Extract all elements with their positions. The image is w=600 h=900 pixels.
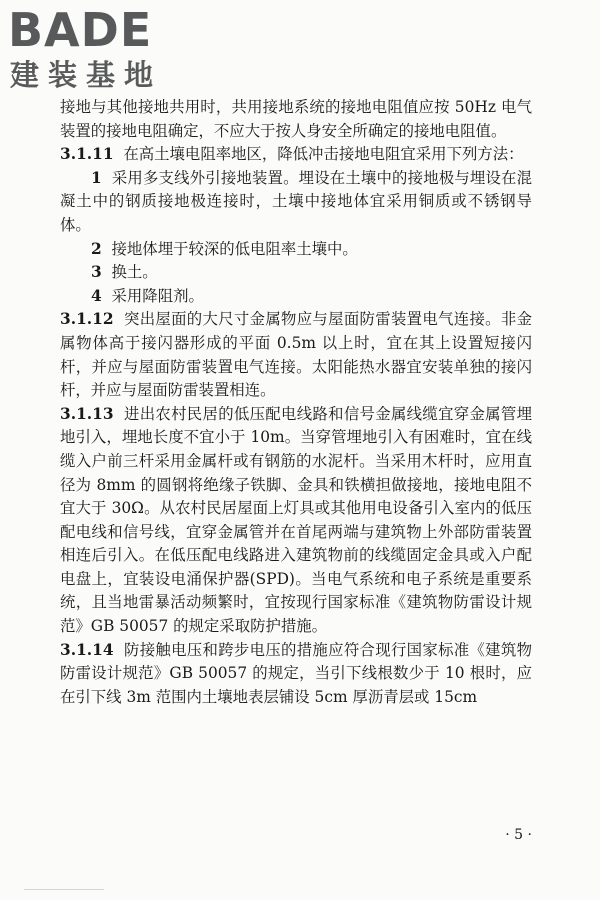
item-number: 2 [91, 239, 102, 258]
clause-number: 3.1.13 [60, 404, 114, 423]
clause-text: 防接触电压和跨步电压的措施应符合现行国家标准《建筑物防雷设计规范》GB 50057 的规定，当引下线根数少于 10 根时，应在引下线 3m 范围内土壤地表层铺设 5cm 厚沥青层或 15cm [60, 640, 532, 706]
document-body [60, 96, 532, 709]
list-item-1 [60, 167, 532, 238]
item-number: 4 [91, 286, 102, 305]
clause-3-1-13 [60, 403, 532, 639]
clause-3-1-11 [60, 143, 532, 167]
logo-wordmark: BADE [8, 3, 153, 57]
clause-3-1-12 [60, 308, 532, 402]
clause-text: 突出屋面的大尺寸金属物应与屋面防雷装置电气连接。非金属物体高于接闪器形成的平面 0.5m 以上时，宜在其上设置短接闪杆，并应与屋面防雷装置电气连接。太阳能热水器宜安装单独的接闪杆，并应与屋面防雷装置相连。 [60, 310, 532, 400]
bottom-divider [24, 889, 104, 890]
logo-subtitle: 建装基地 [10, 58, 163, 92]
item-text: 采用多支线外引接地装置。埋设在土壤中的接地极与埋设在混凝土中的钢质接地极连接时，土壤中接地体宜采用铜质或不锈钢导体。 [60, 168, 532, 234]
clause-text: 在高土壤电阻率地区，降低冲击接地电阻宜采用下列方法： [123, 145, 524, 164]
item-text: 采用降阻剂。 [111, 286, 204, 305]
page-number: · 5 · [505, 827, 532, 843]
clause-number: 3.1.11 [60, 145, 114, 164]
item-text: 换土。 [111, 263, 158, 282]
list-item-4 [60, 285, 532, 309]
continued-paragraph [60, 96, 532, 143]
clause-text: 进出农村民居的低压配电线路和信号金属线缆宜穿金属管埋地引入，埋地长度不宜小于 10m。当穿管埋地引入有困难时，宜在线缆入户前三杆采用金属杆或有钢筋的水泥杆。当采用木杆时，应用直径为 8mm 的圆钢将绝缘子铁脚、金具和铁横担做接地，接地电阻不宜大于 30Ω。从农村民居屋面上灯具或其他用电设备引入室内的低压配电线和信号线，宜穿金属管并在首尾两端与建筑物上外部防雷装置相连后引入。在低压配电线路进入建筑物前的线缆固定金具或入户配电盘上，宜装设电涌保护器(SPD)。当电气系统和电子系统是重要系统，且当地雷暴活动频繁时，宜按现行国家标准《建筑物防雷设计规范》GB 50057 的规定采取防护措施。 [60, 404, 532, 636]
publisher-logo [8, 4, 178, 96]
item-text: 接地体埋于较深的低电阻率土壤中。 [111, 239, 358, 258]
paragraph-text: 接地与其他接地共用时，共用接地系统的接地电阻值应按 50Hz 电气装置的接地电阻确定，不应大于按人身安全所确定的接地电阻值。 [60, 98, 532, 140]
clause-3-1-14 [60, 639, 532, 710]
clause-number: 3.1.14 [60, 640, 114, 659]
item-number: 3 [91, 263, 102, 282]
list-item-3 [60, 261, 532, 285]
item-number: 1 [91, 168, 102, 187]
list-item-2 [60, 238, 532, 262]
clause-number: 3.1.12 [60, 310, 114, 329]
